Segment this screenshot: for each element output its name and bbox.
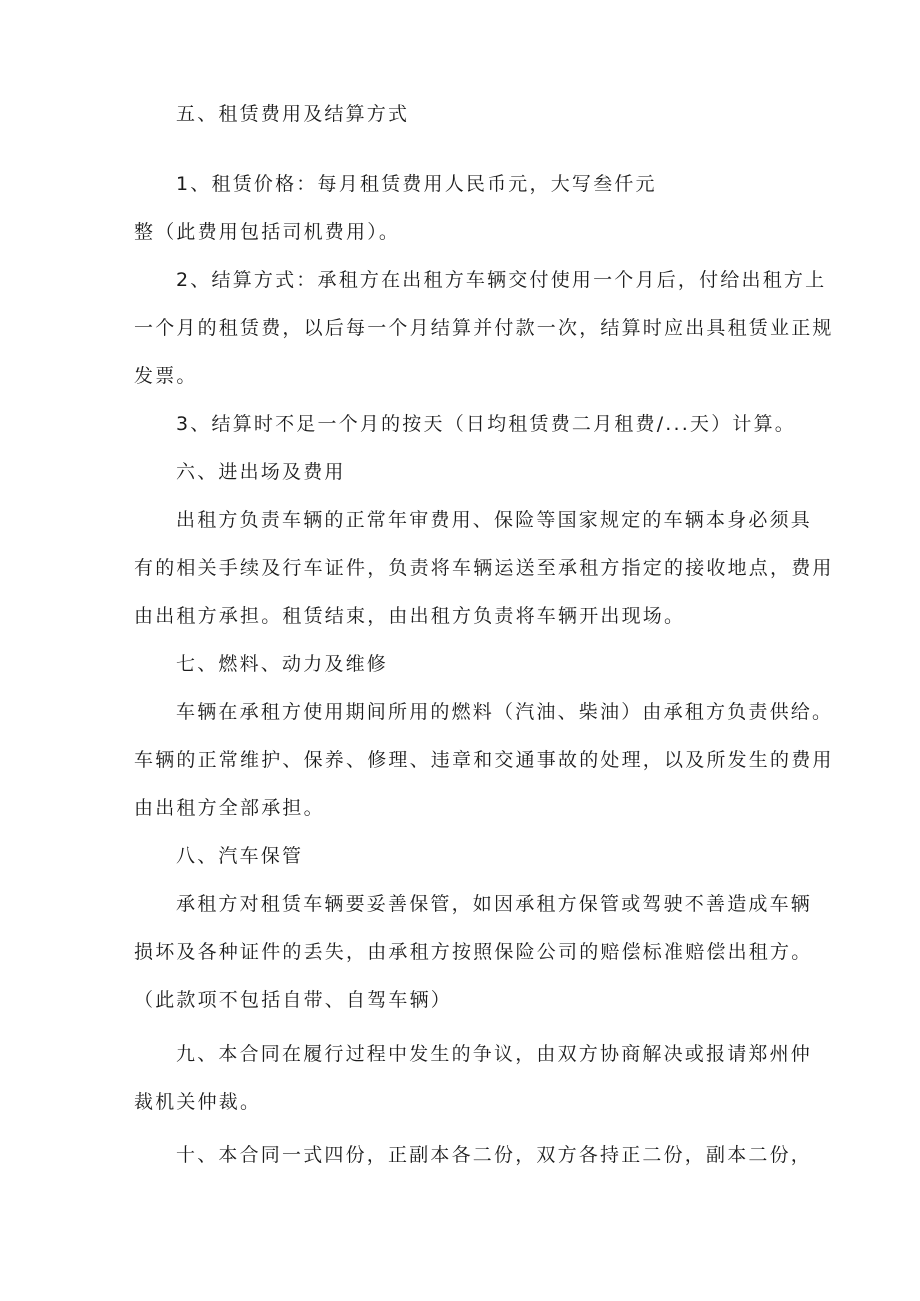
- paragraph-line: （此款项不包括自带、自驾车辆）: [134, 989, 453, 1011]
- paragraph-line: 车辆在承租方使用期间所用的燃料（汽油、柴油）由承租方负责供给。: [176, 701, 834, 723]
- paragraph-line: 3、结算时不足一个月的按天（日均租赁费二月租费/...天）计算。: [176, 413, 797, 435]
- paragraph-line: 九、本合同在履行过程中发生的争议，由双方协商解决或报请郑州仲: [176, 1043, 813, 1065]
- paragraph-line: 2、结算方式：承租方在出租方车辆交付使用一个月后，付给出租方上: [176, 269, 827, 291]
- paragraph-line: 十、本合同一式四份，正副本各二份，双方各持正二份，副本二份，: [176, 1144, 813, 1166]
- paragraph-line: 裁机关仲裁。: [134, 1091, 262, 1113]
- paragraph-line: 承租方对租赁车辆要妥善保管，如因承租方保管或驾驶不善造成车辆: [176, 893, 813, 915]
- section-heading-vehicle-custody: 八、汽车保管: [176, 845, 304, 867]
- section-heading-entry-exit: 六、进出场及费用: [176, 461, 346, 483]
- paragraph-line: 损坏及各种证件的丢失，由承租方按照保险公司的赔偿标准赔偿出租方。: [134, 941, 813, 963]
- paragraph-line: 一个月的租赁费，以后每一个月结算并付款一次，结算时应出具租赁业正规: [134, 317, 834, 339]
- paragraph-line: 1、租赁价格：每月租赁费用人民币元，大写叁仟元: [176, 173, 657, 195]
- paragraph-line: 发票。: [134, 365, 198, 387]
- section-heading-fuel-maintenance: 七、燃料、动力及维修: [176, 653, 389, 675]
- paragraph-line: 由出租方承担。租赁结束，由出租方负责将车辆开出现场。: [134, 605, 686, 627]
- paragraph-line: 车辆的正常维护、保养、修理、违章和交通事故的处理，以及所发生的费用: [134, 749, 834, 771]
- paragraph-line: 出租方负责车辆的正常年审费用、保险等国家规定的车辆本身必须具: [176, 509, 813, 531]
- paragraph-line: 整（此费用包括司机费用）。: [134, 221, 401, 243]
- section-heading-rental-fees: 五、租赁费用及结算方式: [176, 103, 410, 125]
- paragraph-line: 由出租方全部承担。: [134, 797, 325, 819]
- paragraph-line: 有的相关手续及行车证件，负责将车辆运送至承租方指定的接收地点，费用: [134, 557, 834, 579]
